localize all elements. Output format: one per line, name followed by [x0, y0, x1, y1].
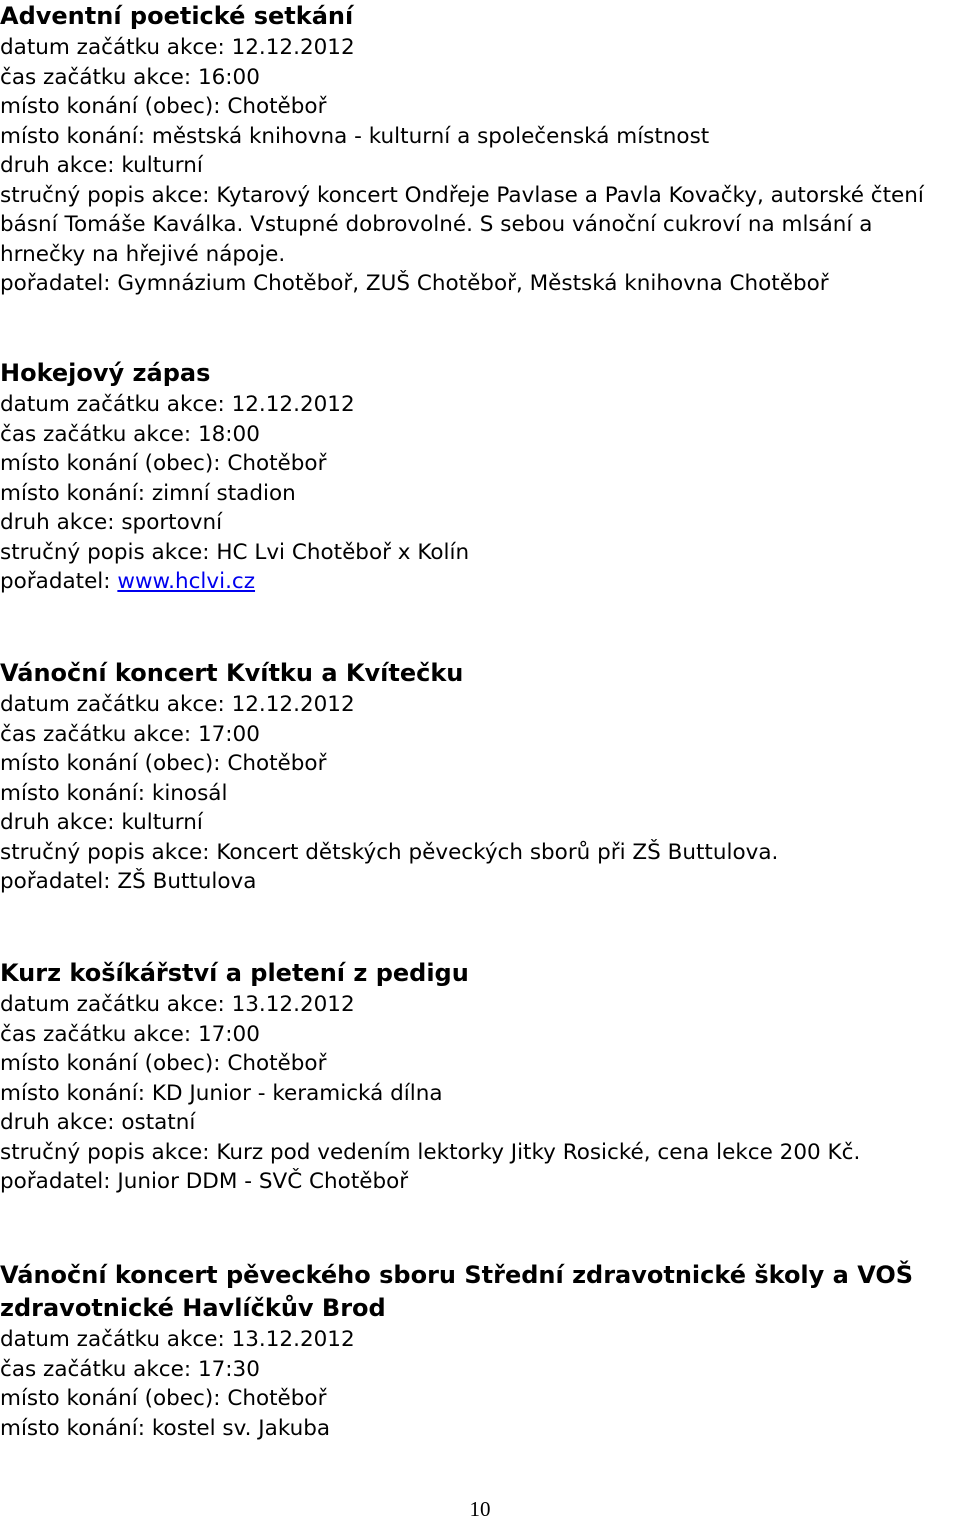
event-time [0, 63, 960, 93]
venue-value: zimní stadion [151, 480, 296, 506]
venue-label: místo konání: [0, 780, 146, 806]
town-value: Chotěboř [227, 451, 327, 476]
type-value: kulturní [121, 153, 203, 178]
time-value: 17:30 [197, 1356, 260, 1382]
venue-value: KD Junior - keramická dílna [151, 1080, 443, 1106]
event-venue [0, 479, 960, 509]
organizer-label: pořadatel: [0, 869, 111, 894]
venue-label: místo konání: [0, 1415, 146, 1441]
date-value: 12.12.2012 [231, 35, 355, 60]
town-value: Chotěboř [227, 1386, 327, 1411]
type-value: sportovní [121, 510, 223, 535]
time-label: čas začátku akce: [0, 64, 192, 90]
organizer-label: pořadatel: [0, 271, 111, 296]
event-town [0, 1384, 960, 1414]
venue-value: kostel sv. Jakuba [151, 1415, 331, 1441]
date-value: 13.12.2012 [231, 1327, 355, 1352]
event-description [0, 838, 960, 868]
time-label: čas začátku akce: [0, 421, 192, 447]
description-label: stručný popis akce: [0, 839, 210, 865]
event-organizer [0, 567, 960, 597]
event-venue [0, 1414, 960, 1444]
time-label: čas začátku akce: [0, 721, 192, 747]
venue-value: kinosál [151, 780, 228, 806]
town-label: místo konání (obec): [0, 1051, 221, 1076]
town-value: Chotěboř [227, 751, 327, 776]
organizer-label: pořadatel: [0, 1169, 111, 1194]
date-value: 12.12.2012 [231, 392, 355, 417]
event-town [0, 449, 960, 479]
event-time [0, 720, 960, 750]
page-number: 10 [469, 1497, 491, 1521]
event-1 [0, 0, 960, 299]
time-label: čas začátku akce: [0, 1021, 192, 1047]
event-town [0, 92, 960, 122]
organizer-value: ZŠ Buttulova [117, 869, 257, 894]
event-title: Vánoční koncert pěveckého sboru Střední zdravotnické školy a VOŠ zdravotnické Havlíčkův Brod [0, 1261, 914, 1322]
event-town [0, 749, 960, 779]
town-label: místo konání (obec): [0, 751, 221, 776]
description-value: Kytarový koncert Ondřeje Pavlase a Pavla Kovačky, autorské čtení básní Tomáše Kaválka. Vstupné dobrovolné. S sebou vánoční cukroví na mlsání a hrnečky na hřejivé nápoje. [0, 182, 924, 267]
event-5 [0, 1259, 960, 1443]
event-description [0, 181, 960, 270]
event-title: Kurz košíkářství a pletení z pedigu [0, 959, 469, 987]
type-label: druh akce: [0, 510, 115, 535]
town-label: místo konání (obec): [0, 1386, 221, 1411]
event-date [0, 690, 960, 720]
event-type [0, 151, 960, 181]
description-value: HC Lvi Chotěboř x Kolín [216, 539, 470, 565]
event-type [0, 508, 960, 538]
event-title: Vánoční koncert Kvítku a Kvítečku [0, 659, 464, 687]
event-4 [0, 957, 960, 1197]
town-value: Chotěboř [227, 94, 327, 119]
organizer-link[interactable]: www.hclvi.cz [117, 569, 256, 594]
event-date [0, 390, 960, 420]
event-organizer [0, 269, 960, 299]
venue-label: místo konání: [0, 480, 146, 506]
event-3 [0, 657, 960, 897]
description-label: stručný popis akce: [0, 182, 210, 208]
description-value: Kurz pod vedením lektorky Jitky Rosické, cena lekce 200 Kč. [216, 1139, 861, 1165]
description-label: stručný popis akce: [0, 539, 210, 565]
date-value: 13.12.2012 [231, 992, 355, 1017]
town-label: místo konání (obec): [0, 94, 221, 119]
event-town [0, 1049, 960, 1079]
time-label: čas začátku akce: [0, 1356, 192, 1382]
event-time [0, 1020, 960, 1050]
event-time [0, 420, 960, 450]
event-description [0, 538, 960, 568]
type-value: ostatní [121, 1110, 196, 1135]
event-organizer [0, 1167, 960, 1197]
description-label: stručný popis akce: [0, 1139, 210, 1165]
venue-label: místo konání: [0, 1080, 146, 1106]
venue-label: místo konání: [0, 123, 146, 149]
event-type [0, 808, 960, 838]
type-label: druh akce: [0, 1110, 115, 1135]
event-title: Hokejový zápas [0, 359, 211, 387]
time-value: 18:00 [197, 421, 260, 447]
organizer-value: Gymnázium Chotěboř, ZUŠ Chotěboř, Městská knihovna Chotěboř [117, 271, 829, 296]
date-label: datum začátku akce: [0, 692, 225, 717]
event-venue [0, 1079, 960, 1109]
event-date [0, 1325, 960, 1355]
event-2 [0, 357, 960, 597]
event-date [0, 33, 960, 63]
town-label: místo konání (obec): [0, 451, 221, 476]
event-time [0, 1355, 960, 1385]
time-value: 17:00 [197, 1021, 260, 1047]
date-value: 12.12.2012 [231, 692, 355, 717]
organizer-label: pořadatel: [0, 569, 111, 594]
venue-value: městská knihovna - kulturní a společenská místnost [151, 123, 710, 149]
type-label: druh akce: [0, 153, 115, 178]
date-label: datum začátku akce: [0, 1327, 225, 1352]
event-organizer [0, 867, 960, 897]
type-label: druh akce: [0, 810, 115, 835]
town-value: Chotěboř [227, 1051, 327, 1076]
type-value: kulturní [121, 810, 203, 835]
organizer-value: Junior DDM - SVČ Chotěboř [117, 1169, 409, 1194]
date-label: datum začátku akce: [0, 35, 225, 60]
description-value: Koncert dětských pěveckých sborů při ZŠ Buttulova. [216, 839, 779, 865]
event-title: Adventní poetické setkání [0, 2, 354, 30]
time-value: 16:00 [197, 64, 260, 90]
event-type [0, 1108, 960, 1138]
event-venue [0, 122, 960, 152]
date-label: datum začátku akce: [0, 392, 225, 417]
date-label: datum začátku akce: [0, 992, 225, 1017]
event-date [0, 990, 960, 1020]
event-venue [0, 779, 960, 809]
event-description [0, 1138, 960, 1168]
time-value: 17:00 [197, 721, 260, 747]
